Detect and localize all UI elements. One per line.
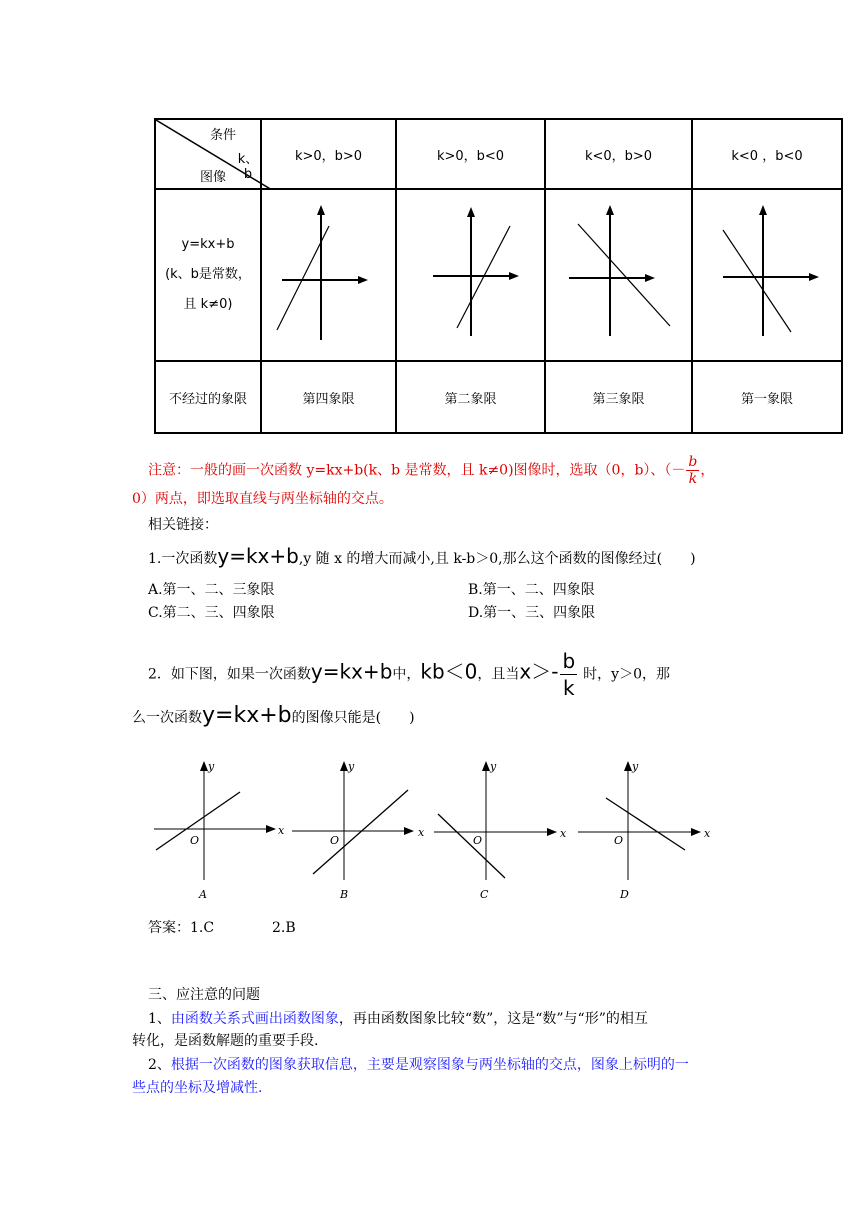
answer-2: 2.B [272, 920, 296, 936]
graph-option-d [578, 760, 711, 901]
graph-d-x-label: x [704, 827, 711, 840]
graph-c-label: C [480, 888, 489, 901]
graph-k-neg-b-neg [693, 190, 841, 356]
q2-line2-pre: 么一次函数 [132, 710, 202, 726]
q2-kb: kb＜0 [420, 659, 478, 684]
q2-line-2 [132, 703, 415, 731]
graph-d-label: D [620, 888, 629, 901]
header-corner-cell [155, 119, 261, 189]
q1-stem [148, 543, 696, 572]
header-col-3: k<0，b>0 [545, 119, 692, 189]
note-text: 注意：一般的画一次函数 y=kx+b(k、b 是常数，且 k≠0)图像时，选取（0，b）、（－ [148, 462, 686, 479]
graph-b-label: B [340, 888, 349, 901]
summary-table [154, 118, 843, 434]
graph-a-origin: O [190, 834, 200, 847]
graph-a-y-label: y [208, 760, 215, 773]
q1-option-b: B.第一、二、四象限 [468, 582, 595, 598]
q1-post: ,y 随 x 的增大而减小,且 k-b＞0,那么这个函数的图像经过( ) [298, 551, 696, 567]
header-col-1: k>0，b>0 [261, 119, 396, 189]
note-line-1 [148, 454, 714, 487]
graph-option-c [434, 760, 567, 901]
note-frac-den: k [688, 471, 698, 487]
graph-cell-2 [396, 189, 545, 361]
header-kb: k、b [237, 152, 259, 182]
graph-cell-3 [545, 189, 692, 361]
q2-fraction [560, 648, 577, 701]
q2-frac-num: b [562, 649, 576, 673]
q2-x: x＞- [519, 659, 559, 684]
graph-k-pos-b-pos [262, 190, 395, 356]
graph-option-b [292, 760, 425, 901]
q2-frac-den: k [563, 676, 575, 700]
graph-k-pos-b-neg [397, 190, 544, 356]
note-fraction [686, 454, 699, 487]
graph-b-y-label: y [348, 760, 355, 773]
graph-c-y-label: y [490, 760, 497, 773]
q1-option-d: D.第一、三、四象限 [468, 605, 596, 621]
note-line-2: 0）两点，即选取直线与两坐标轴的交点。 [132, 491, 393, 507]
p1-rest: ，再由函数图象比较“数”，这是“数”与“形”的相互 [338, 1011, 648, 1027]
function-cell [155, 189, 261, 361]
section3-p2 [148, 1055, 689, 1075]
graph-k-neg-b-pos [546, 190, 691, 356]
q1-option-a: A.第一、二、三象限 [148, 582, 275, 598]
graph-b-origin: O [330, 834, 340, 847]
q2-equation-2: y=kx+b [202, 703, 292, 728]
graph-a-label: A [199, 888, 207, 901]
note-frac-num: b [688, 454, 698, 470]
graph-cell-4 [692, 189, 842, 361]
note-tail: ， [700, 462, 715, 479]
p2-number: 2、 [148, 1057, 171, 1073]
q1-equation: y=kx+b [217, 544, 299, 568]
q2-mid2: ，且当 [477, 666, 520, 683]
function-line-2: (k、b是常数， [165, 267, 251, 282]
function-line-3: 且 k≠0) [183, 297, 233, 312]
not-quadrant-2: 第二象限 [396, 361, 545, 433]
p1-highlight: 由函数关系式画出函数图象 [170, 1011, 339, 1027]
related-links: 相关链接： [148, 517, 218, 533]
q2-post: 时，y＞0，那 [583, 666, 670, 683]
q2-stem [148, 648, 670, 701]
graph-option-a [154, 760, 285, 901]
graph-a-x-label: x [278, 824, 285, 837]
not-quadrant-label: 不经过的象限 [155, 361, 261, 433]
graph-c-origin: O [473, 834, 483, 847]
q2-mid1: 中， [392, 666, 421, 683]
graph-c-x-label: x [560, 827, 567, 840]
header-graph: 图像 [200, 170, 227, 185]
section3-p1 [148, 1009, 648, 1029]
section3-p2-line2: 些点的坐标及增减性. [132, 1080, 263, 1096]
header-condition: 条件 [210, 128, 237, 143]
q2-pre: 2．如下图，如果一次函数 [148, 666, 311, 683]
graph-b-x-label: x [418, 826, 425, 839]
p1-number: 1、 [148, 1011, 171, 1027]
q2-line2-post: 的图像只能是( ) [291, 710, 415, 726]
graph-cell-1 [261, 189, 396, 361]
section3-title: 三、应注意的问题 [148, 987, 260, 1003]
q2-equation: y=kx+b [310, 659, 393, 684]
not-quadrant-1: 第四象限 [261, 361, 396, 433]
p2-highlight: 根据一次函数的图象获取信息，主要是观察图象与两坐标轴的交点，图象上标明的一 [170, 1057, 689, 1073]
not-quadrant-4: 第一象限 [692, 361, 842, 433]
graph-d-y-label: y [632, 760, 639, 773]
answer-1: 答案：1.C [148, 920, 215, 936]
header-col-2: k>0，b<0 [396, 119, 545, 189]
not-quadrant-3: 第三象限 [545, 361, 692, 433]
function-line-1: y=kx+b [181, 237, 235, 252]
option-graphs [148, 758, 738, 904]
q1-option-c: C.第二、三、四象限 [148, 605, 275, 621]
graph-d-origin: O [614, 834, 624, 847]
section3-p1-line2: 转化，是函数解题的重要手段. [132, 1033, 319, 1049]
q1-pre: 1.一次函数 [148, 551, 218, 567]
header-col-4: k<0 ，b<0 [692, 119, 842, 189]
